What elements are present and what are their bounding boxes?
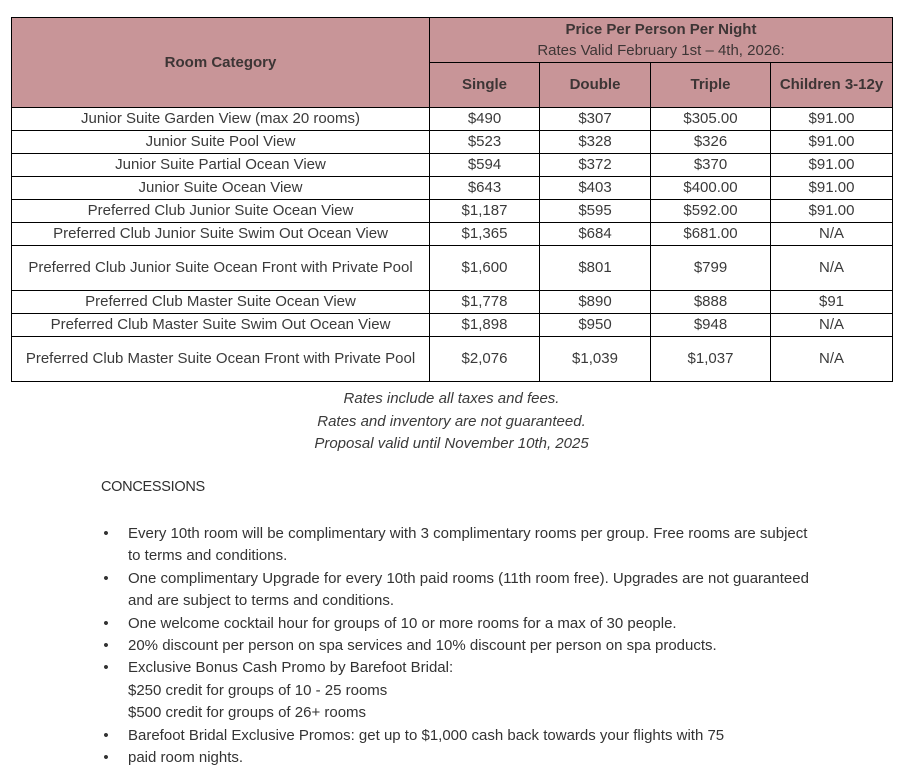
- table-row: [12, 131, 893, 154]
- note-proposal-validity: Proposal valid until November 10th, 2025: [314, 435, 589, 452]
- price-cell-children: N/A: [771, 246, 893, 291]
- concession-item: [101, 725, 821, 747]
- price-cell-double: $684: [540, 223, 651, 246]
- price-cell-single: $1,778: [430, 291, 540, 314]
- room-category-cell: Preferred Club Master Suite Swim Out Ocean View: [12, 314, 430, 337]
- concession-item: [101, 568, 821, 613]
- table-row: [12, 154, 893, 177]
- concession-text: One welcome cocktail hour for groups of 10 or more rooms for a max of 30 people.: [128, 614, 677, 632]
- concession-text: Exclusive Bonus Cash Promo by Barefoot Bridal:: [128, 659, 454, 677]
- price-cell-triple: $1,037: [651, 337, 771, 382]
- price-cell-children: N/A: [771, 337, 893, 382]
- price-cell-single: $1,365: [430, 223, 540, 246]
- room-category-cell: Preferred Club Junior Suite Swim Out Ocean View: [12, 223, 430, 246]
- price-cell-triple: $592.00: [651, 200, 771, 223]
- table-row: [12, 314, 893, 337]
- price-cell-children: $91.00: [771, 200, 893, 223]
- price-cell-double: $950: [540, 314, 651, 337]
- price-cell-double: $1,039: [540, 337, 651, 382]
- price-cell-triple: $799: [651, 246, 771, 291]
- price-cell-triple: $400.00: [651, 177, 771, 200]
- concession-item: [101, 613, 821, 635]
- room-category-cell: Preferred Club Master Suite Ocean View: [12, 291, 430, 314]
- table-row: [12, 246, 893, 291]
- concession-text: One complimentary Upgrade for every 10th paid rooms (11th room free). Upgrades are not guaranteed and are subject to terms and conditions.: [128, 569, 809, 610]
- bullet-icon: •: [103, 525, 109, 542]
- price-cell-double: $801: [540, 246, 651, 291]
- price-cell-single: $1,600: [430, 246, 540, 291]
- concession-text: Every 10th room will be complimentary with 3 complimentary rooms per group. Free rooms are subject to terms and conditions.: [128, 525, 808, 565]
- price-cell-triple: $681.00: [651, 223, 771, 246]
- price-cell-children: $91.00: [771, 154, 893, 177]
- table-row: [12, 177, 893, 200]
- concession-text: $500 credit for groups of 26+ rooms: [128, 704, 367, 722]
- price-cell-single: $523: [430, 131, 540, 154]
- price-cell-single: $594: [430, 154, 540, 177]
- price-cell-double: $328: [540, 131, 651, 154]
- concession-item: [101, 635, 821, 657]
- concessions-list: [101, 523, 821, 769]
- price-cell-children: N/A: [771, 223, 893, 246]
- concession-item: [101, 523, 821, 568]
- column-header-double: Double: [540, 63, 651, 108]
- bullet-icon: •: [103, 637, 109, 655]
- price-header-title: Price Per Person Per Night: [565, 21, 757, 38]
- price-cell-single: $1,898: [430, 314, 540, 337]
- table-row: [12, 337, 893, 382]
- price-cell-single: $2,076: [430, 337, 540, 382]
- price-header: [430, 18, 893, 63]
- price-header-subtitle: Rates Valid February 1st – 4th, 2026:: [537, 42, 785, 59]
- column-header-children: Children 3-12y: [771, 63, 893, 108]
- room-category-cell: Junior Suite Partial Ocean View: [12, 154, 430, 177]
- rate-notes: [0, 388, 903, 456]
- concession-text: Barefoot Bridal Exclusive Promos: get up to $1,000 cash back towards your flights with 75: [128, 726, 725, 744]
- price-cell-double: $372: [540, 154, 651, 177]
- price-cell-children: $91.00: [771, 131, 893, 154]
- bullet-icon: •: [103, 659, 109, 677]
- price-cell-triple: $888: [651, 291, 771, 314]
- price-cell-triple: $326: [651, 131, 771, 154]
- rates-table: [11, 17, 893, 382]
- price-cell-double: $307: [540, 108, 651, 131]
- concessions-heading: CONCESSIONS: [101, 479, 205, 495]
- bullet-icon: •: [103, 614, 109, 632]
- note-taxes: Rates include all taxes and fees.: [343, 390, 560, 407]
- bullet-icon: •: [103, 569, 109, 587]
- concession-item: [101, 747, 821, 769]
- room-category-cell: Preferred Club Junior Suite Ocean Front with Private Pool: [12, 246, 430, 291]
- price-cell-triple: $305.00: [651, 108, 771, 131]
- room-category-header: Room Category: [12, 18, 430, 108]
- room-category-cell: Junior Suite Garden View (max 20 rooms): [12, 108, 430, 131]
- price-cell-double: $595: [540, 200, 651, 223]
- table-header-row-top: [12, 18, 893, 63]
- bullet-icon: •: [103, 726, 109, 744]
- column-header-triple: Triple: [651, 63, 771, 108]
- concession-item: [101, 657, 821, 724]
- concession-text: paid room nights.: [128, 749, 244, 767]
- price-cell-single: $490: [430, 108, 540, 131]
- room-category-cell: Junior Suite Pool View: [12, 131, 430, 154]
- price-cell-double: $403: [540, 177, 651, 200]
- column-header-single: Single: [430, 63, 540, 108]
- price-cell-double: $890: [540, 291, 651, 314]
- bullet-icon: •: [103, 749, 109, 767]
- price-cell-children: $91.00: [771, 177, 893, 200]
- room-category-cell: Preferred Club Master Suite Ocean Front with Private Pool: [12, 337, 430, 382]
- table-row: [12, 200, 893, 223]
- price-cell-triple: $370: [651, 154, 771, 177]
- table-row: [12, 223, 893, 246]
- rates-table-body: [12, 108, 893, 382]
- concession-text: 20% discount per person on spa services and 10% discount per person on spa products.: [128, 637, 717, 655]
- concession-text: $250 credit for groups of 10 - 25 rooms: [128, 681, 388, 699]
- note-not-guaranteed: Rates and inventory are not guaranteed.: [317, 412, 586, 430]
- price-cell-single: $1,187: [430, 200, 540, 223]
- room-category-cell: Junior Suite Ocean View: [12, 177, 430, 200]
- price-cell-single: $643: [430, 177, 540, 200]
- price-cell-children: $91: [771, 291, 893, 314]
- price-cell-children: $91.00: [771, 108, 893, 131]
- table-row: [12, 291, 893, 314]
- table-row: [12, 108, 893, 131]
- room-category-cell: Preferred Club Junior Suite Ocean View: [12, 200, 430, 223]
- price-cell-triple: $948: [651, 314, 771, 337]
- price-cell-children: N/A: [771, 314, 893, 337]
